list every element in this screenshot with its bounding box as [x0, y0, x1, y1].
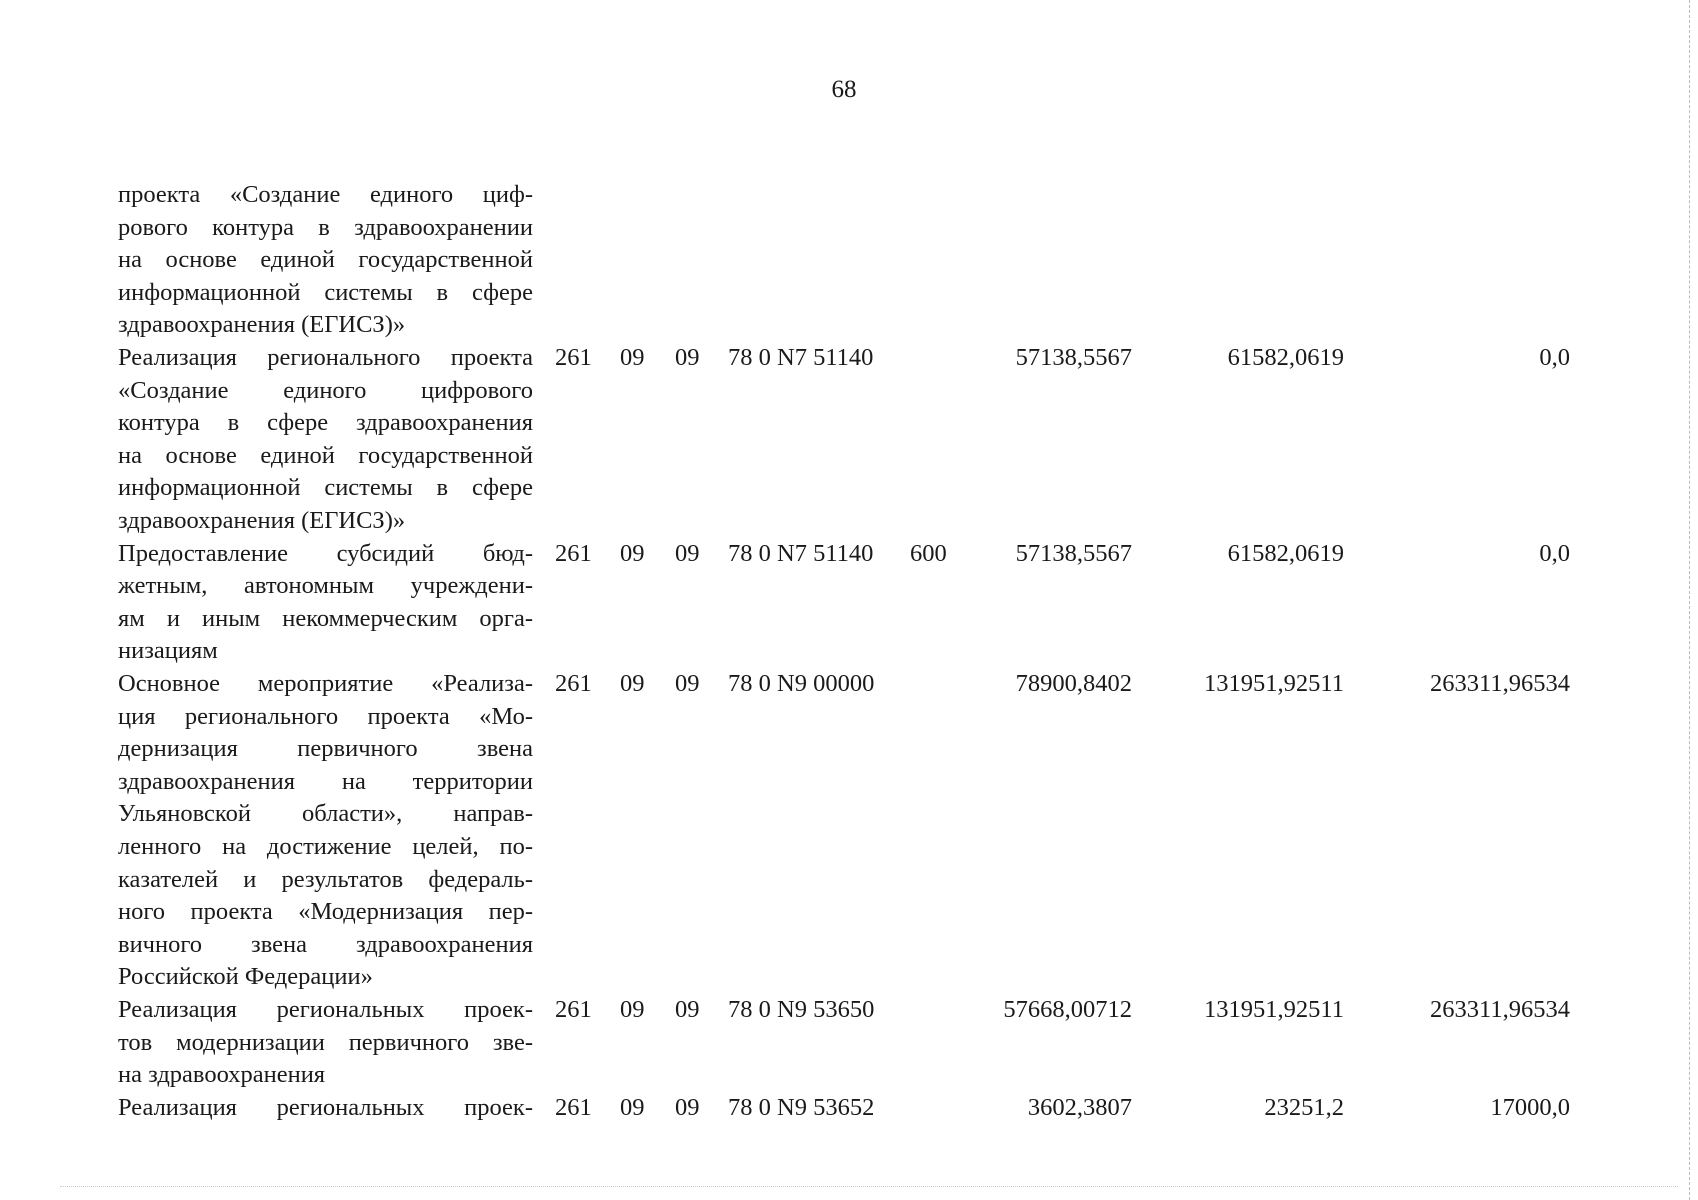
description-line: низациям	[118, 637, 218, 665]
description-line: Предоставление субсидий бюд-	[118, 539, 533, 567]
amount-year-3: 0,0	[1539, 539, 1570, 567]
expense-type-code: 600	[910, 539, 947, 567]
description-line: контура в сфере здравоохранения	[118, 409, 533, 437]
target-article-code: 78 0 N9 53652	[728, 1093, 875, 1121]
description-line: Ульяновской области», направ-	[118, 800, 533, 828]
description-line: жетным, автономным учреждени-	[118, 572, 533, 600]
description-line: ция регионального проекта «Мо-	[118, 702, 533, 730]
description-line: здравоохранения (ЕГИСЗ)»	[118, 311, 406, 339]
description-line: казателей и результатов федераль-	[118, 865, 533, 893]
description-line: информационной системы в сфере	[118, 278, 533, 306]
admin-code: 261	[555, 1093, 592, 1121]
amount-year-2: 23251,2	[1264, 1093, 1344, 1121]
description-line: проекта «Создание единого циф-	[118, 181, 533, 208]
admin-code: 261	[555, 670, 592, 697]
description-line: на основе единой государственной	[118, 246, 533, 274]
subsection-code: 09	[675, 670, 700, 697]
description-line: Реализация региональных проек-	[118, 996, 533, 1023]
page-number: 68	[831, 76, 857, 103]
amount-year-2: 61582,0619	[1227, 344, 1344, 371]
description-line: ям и иным некоммерческим орга-	[118, 604, 533, 632]
amount-year-2: 131951,92511	[1204, 996, 1344, 1023]
row-description	[118, 668, 533, 994]
description-line: рового контура в здравоохранении	[118, 213, 533, 241]
description-line: на здравоохранения	[118, 1061, 326, 1089]
description-line: Российской Федерации»	[118, 963, 373, 991]
amount-year-1: 78900,8402	[1015, 670, 1132, 697]
description-line: на основе единой государственной	[118, 441, 533, 469]
description-line: тов модернизации первичного зве-	[118, 1028, 533, 1056]
scan-edge	[1688, 0, 1690, 1200]
section-code: 09	[620, 996, 645, 1023]
description-line: ного проекта «Модернизация пер-	[118, 898, 533, 926]
admin-code: 261	[555, 344, 592, 371]
amount-year-2: 61582,0619	[1227, 539, 1344, 567]
section-code: 09	[620, 344, 645, 371]
subsection-code: 09	[675, 1093, 700, 1121]
target-article-code: 78 0 N9 00000	[728, 670, 875, 697]
amount-year-1: 57138,5567	[1015, 539, 1132, 567]
description-line: Реализация региональных проек-	[118, 1093, 533, 1121]
admin-code: 261	[555, 539, 592, 567]
section-code: 09	[620, 539, 645, 567]
description-line: здравоохранения на территории	[118, 767, 533, 795]
target-article-code: 78 0 N7 51140	[728, 539, 874, 567]
target-article-code: 78 0 N7 51140	[728, 344, 874, 371]
amount-year-3: 263311,96534	[1430, 670, 1570, 697]
subsection-code: 09	[675, 344, 700, 371]
target-article-code: 78 0 N9 53650	[728, 996, 875, 1023]
description-line: вичного звена здравоохранения	[118, 930, 533, 958]
amount-year-1: 57668,00712	[1003, 996, 1132, 1023]
row-description	[118, 179, 533, 342]
row-description	[118, 538, 533, 668]
description-line: ленного на достижение целей, по-	[118, 832, 533, 860]
description-line: Реализация регионального проекта	[118, 344, 533, 371]
row-description	[118, 994, 533, 1092]
row-description	[118, 1092, 533, 1125]
subsection-code: 09	[675, 996, 700, 1023]
section-code: 09	[620, 670, 645, 697]
scan-bottom-edge	[60, 1186, 1678, 1187]
amount-year-2: 131951,92511	[1204, 670, 1344, 697]
description-line: здравоохранения (ЕГИСЗ)»	[118, 506, 406, 534]
amount-year-3: 0,0	[1539, 344, 1570, 371]
amount-year-1: 57138,5567	[1015, 344, 1132, 371]
admin-code: 261	[555, 996, 592, 1023]
amount-year-3: 17000,0	[1490, 1093, 1570, 1121]
section-code: 09	[620, 1093, 645, 1121]
description-line: информационной системы в сфере	[118, 474, 533, 502]
description-line: «Создание единого цифрового	[118, 376, 533, 404]
subsection-code: 09	[675, 539, 700, 567]
description-line: дернизация первичного звена	[118, 735, 533, 763]
row-description	[118, 342, 533, 538]
description-line: Основное мероприятие «Реализа-	[118, 670, 533, 697]
amount-year-1: 3602,3807	[1027, 1093, 1132, 1121]
amount-year-3: 263311,96534	[1430, 996, 1570, 1023]
